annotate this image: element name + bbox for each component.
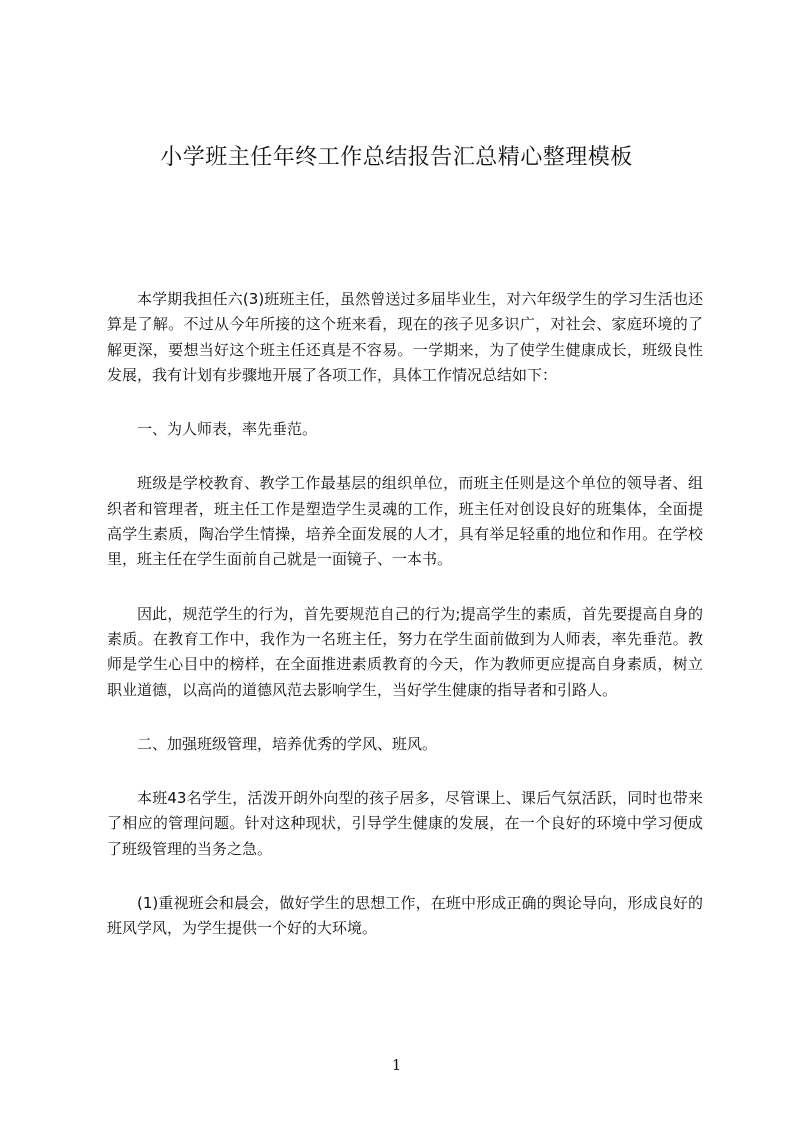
paragraph-class-situation: 本班43名学生，活泼开朗外向型的孩子居多，尽管课上、课后气氛活跃，同时也带来了相应的管理问题。针对这种现状，引导学生健康的发展，在一个良好的环境中学习便成了班级管理的当务之急。 xyxy=(107,789,703,858)
paragraph-class-role: 班级是学校教育、教学工作最基层的组织单位，而班主任则是这个单位的领导者、组织者和管理者，班主任工作是塑造学生灵魂的工作，班主任对创设良好的班集体，全面提高学生素质，陶冶学生情操，培养全面发展的人才，具有举足轻重的地位和作用。在学校里，班主任在学生面前自己就是一面镜子、一本书。 xyxy=(107,474,703,569)
section-heading-1: 一、为人师表，率先垂范。 xyxy=(137,420,318,439)
paragraph-meetings: (1)重视班会和晨会，做好学生的思想工作，在班中形成正确的舆论导向，形成良好的班风学风，为学生提供一个好的大环境。 xyxy=(107,894,703,938)
intro-paragraph: 本学期我担任六(3)班班主任，虽然曾送过多届毕业生，对六年级学生的学习生活也还算是了解。不过从今年所接的这个班来看，现在的孩子见多识广，对社会、家庭环境的了解更深，要想当好这个班主任还真是不容易。一学期来，为了使学生健康成长，班级良性发展，我有计划有步骤地开展了各项工作，具体工作情况总结如下： xyxy=(107,290,703,384)
page-number: 1 xyxy=(391,1056,402,1074)
document-body xyxy=(107,287,703,942)
paragraph-role-model: 因此，规范学生的行为，首先要规范自己的行为;提高学生的素质，首先要提高自身的素质。在教育工作中，我作为一名班主任，努力在学生面前做到为人师表，率先垂范。教师是学生心目中的榜样，在全面推进素质教育的今天，作为教师更应提高自身素质，树立职业道德，以高尚的道德风范去影响学生，当好学生健康的指导者和引路人。 xyxy=(107,604,703,699)
document-title: 小学班主任年终工作总结报告汇总精心整理模板 xyxy=(160,145,633,170)
section-heading-2: 二、加强班级管理，培养优秀的学风、班风。 xyxy=(137,734,438,753)
